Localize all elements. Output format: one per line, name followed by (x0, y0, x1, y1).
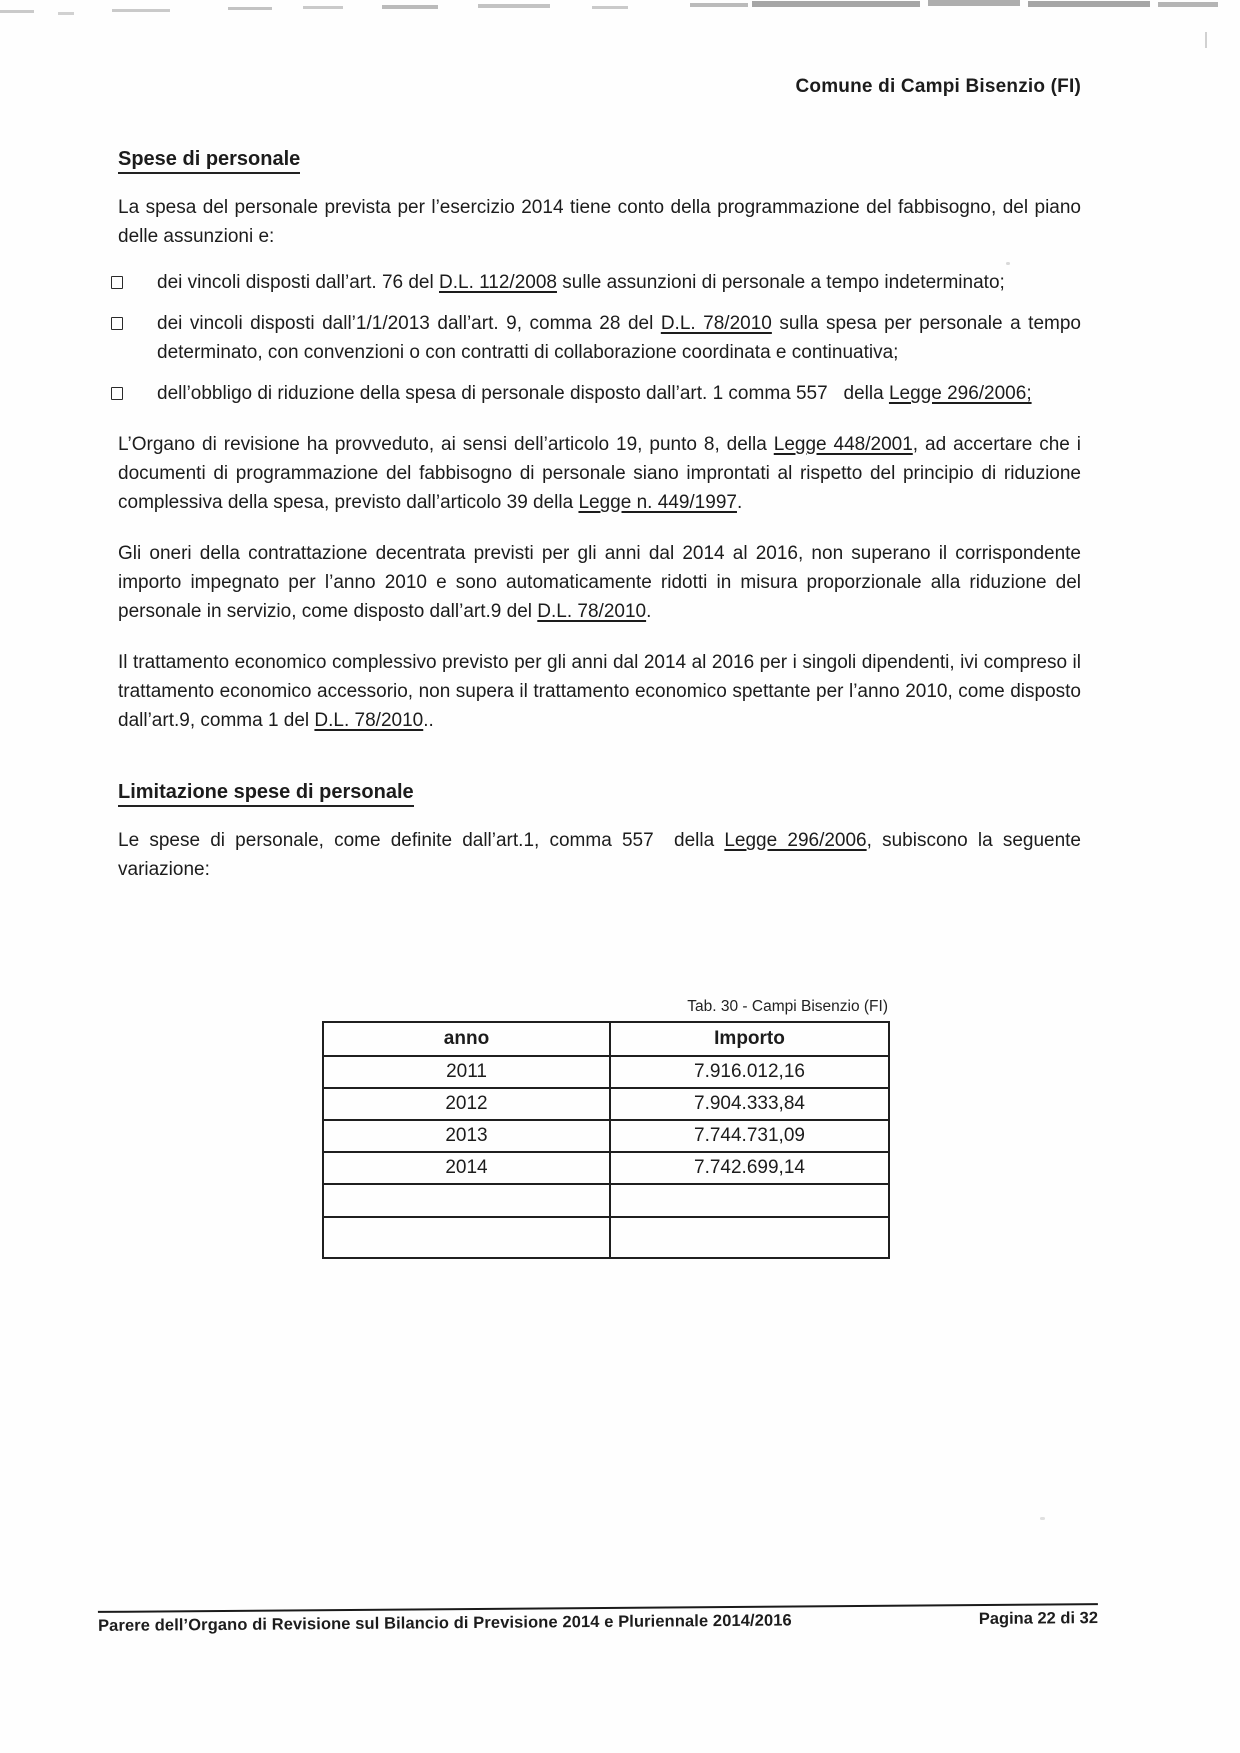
law-reference: D.L. 112/2008 (439, 272, 557, 293)
cell-importo (610, 1217, 889, 1258)
column-header-importo: Importo (610, 1022, 889, 1056)
spese-personale-table (322, 1021, 890, 1259)
table-row (323, 1056, 889, 1088)
cell-anno: 2011 (323, 1056, 610, 1088)
bullet-text: sulle assunzioni di personale a tempo indeterminato; (556, 272, 1005, 293)
bullet-text: dell’obbligo di riduzione della spesa di personale disposto dall’art. 1 comma 557 della (157, 383, 889, 404)
table-row-empty (323, 1184, 889, 1217)
cell-importo: 7.916.012,16 (610, 1056, 889, 1088)
bullet-square-icon (111, 387, 123, 400)
scan-artifact (1040, 1517, 1045, 1520)
bullet-square-icon (111, 276, 123, 289)
law-reference: D.L. 78/2010 (660, 313, 772, 334)
page-header-municipality: Comune di Campi Bisenzio (FI) (795, 76, 1081, 97)
cell-anno: 2012 (323, 1088, 610, 1120)
paragraph-trattamento-economico: Il trattamento economico complessivo previsto per gli anni dal 2014 al 2016 per i singoli dipendenti, ivi compreso il trattamento economico accessorio, non supera il trattamento economico spettante per l’anno 2010, come disposto dall’art.9, comma 1 del D.L. 78/2010.. (118, 652, 1081, 731)
table-row (323, 1088, 889, 1120)
table-header-row (323, 1022, 889, 1056)
text-column (118, 0, 1081, 884)
law-reference: Legge 296/2006; (888, 383, 1032, 404)
cell-importo (610, 1184, 889, 1217)
bullet-text: dei vincoli disposti dall’art. 76 del (157, 272, 439, 293)
law-reference: D.L. 78/2010 (537, 601, 647, 622)
bullet-item-obbligo-riduzione (118, 379, 1081, 408)
paragraph-oneri-contrattazione: Gli oneri della contrattazione decentrata previsti per gli anni dal 2014 al 2016, non superano il corrispondente importo impegnato per l’anno 2010 e sono automaticamente ridotti in misura proporzionale alla riduzione del personale in servizio, come disposto dall’art.9 del D.L. 78/2010. (118, 543, 1081, 622)
section-title-limitazione-spese: Limitazione spese di personale (118, 781, 1081, 804)
footer-document-title: Parere dell’Organo di Revisione sul Bilancio di Previsione 2014 e Pluriennale 2014/2016 (97, 1611, 792, 1635)
table-caption: Tab. 30 - Campi Bisenzio (FI) (687, 998, 888, 1015)
scan-artifact (1205, 32, 1207, 48)
table-row (323, 1120, 889, 1152)
paragraph-organo-revisione: L’Organo di revisione ha provveduto, ai sensi dell’articolo 19, punto 8, della Legge 448/2001, ad accertare che i documenti di programmazione del fabbisogno di personale siano improntati al rispetto del principio di riduzione complessiva della spesa, previsto dall’articolo 39 della Legge n. 449/1997. (118, 434, 1081, 513)
cell-anno (323, 1217, 610, 1258)
footer-page-number: Pagina 22 di 32 (978, 1609, 1099, 1629)
cell-importo: 7.744.731,09 (610, 1120, 889, 1152)
bullet-square-icon (111, 317, 123, 330)
column-header-anno: anno (323, 1022, 610, 1056)
bullet-item-vincoli-78-2010 (118, 309, 1081, 367)
spese-table-block (322, 998, 890, 1259)
law-reference: Legge 448/2001 (773, 434, 913, 455)
paragraph-intro: La spesa del personale prevista per l’esercizio 2014 tiene conto della programmazione del fabbisogno, del piano delle assunzioni e: (118, 197, 1081, 247)
section-title-spese-di-personale: Spese di personale (118, 148, 1081, 171)
law-reference: Legge 296/2006 (724, 830, 867, 851)
table-row-empty (323, 1217, 889, 1258)
scan-artifact (0, 10, 34, 13)
bullet-text: dei vincoli disposti dall’1/1/2013 dall’art. 9, comma 28 del (157, 313, 661, 334)
scan-artifact (1158, 2, 1218, 7)
bullet-text: sulla spesa per personale a tempo determinato, con convenzioni o con contratti di collaborazione coordinata e continuativa; (157, 313, 1081, 363)
bullet-list (118, 268, 1081, 408)
law-reference: Legge n. 449/1997 (578, 492, 737, 513)
cell-anno: 2014 (323, 1152, 610, 1184)
cell-anno (323, 1184, 610, 1217)
cell-anno: 2013 (323, 1120, 610, 1152)
bullet-item-vincoli-112-2008 (118, 268, 1081, 297)
cell-importo: 7.742.699,14 (610, 1152, 889, 1184)
cell-importo: 7.904.333,84 (610, 1088, 889, 1120)
page-footer (98, 1603, 1098, 1636)
scan-artifact (58, 12, 74, 15)
paragraph-limitazione: Le spese di personale, come definite dall’art.1, comma 557 della Legge 296/2006, subiscono la seguente variazione: (118, 830, 1082, 880)
table-row (323, 1152, 889, 1184)
law-reference: D.L. 78/2010 (314, 710, 424, 731)
